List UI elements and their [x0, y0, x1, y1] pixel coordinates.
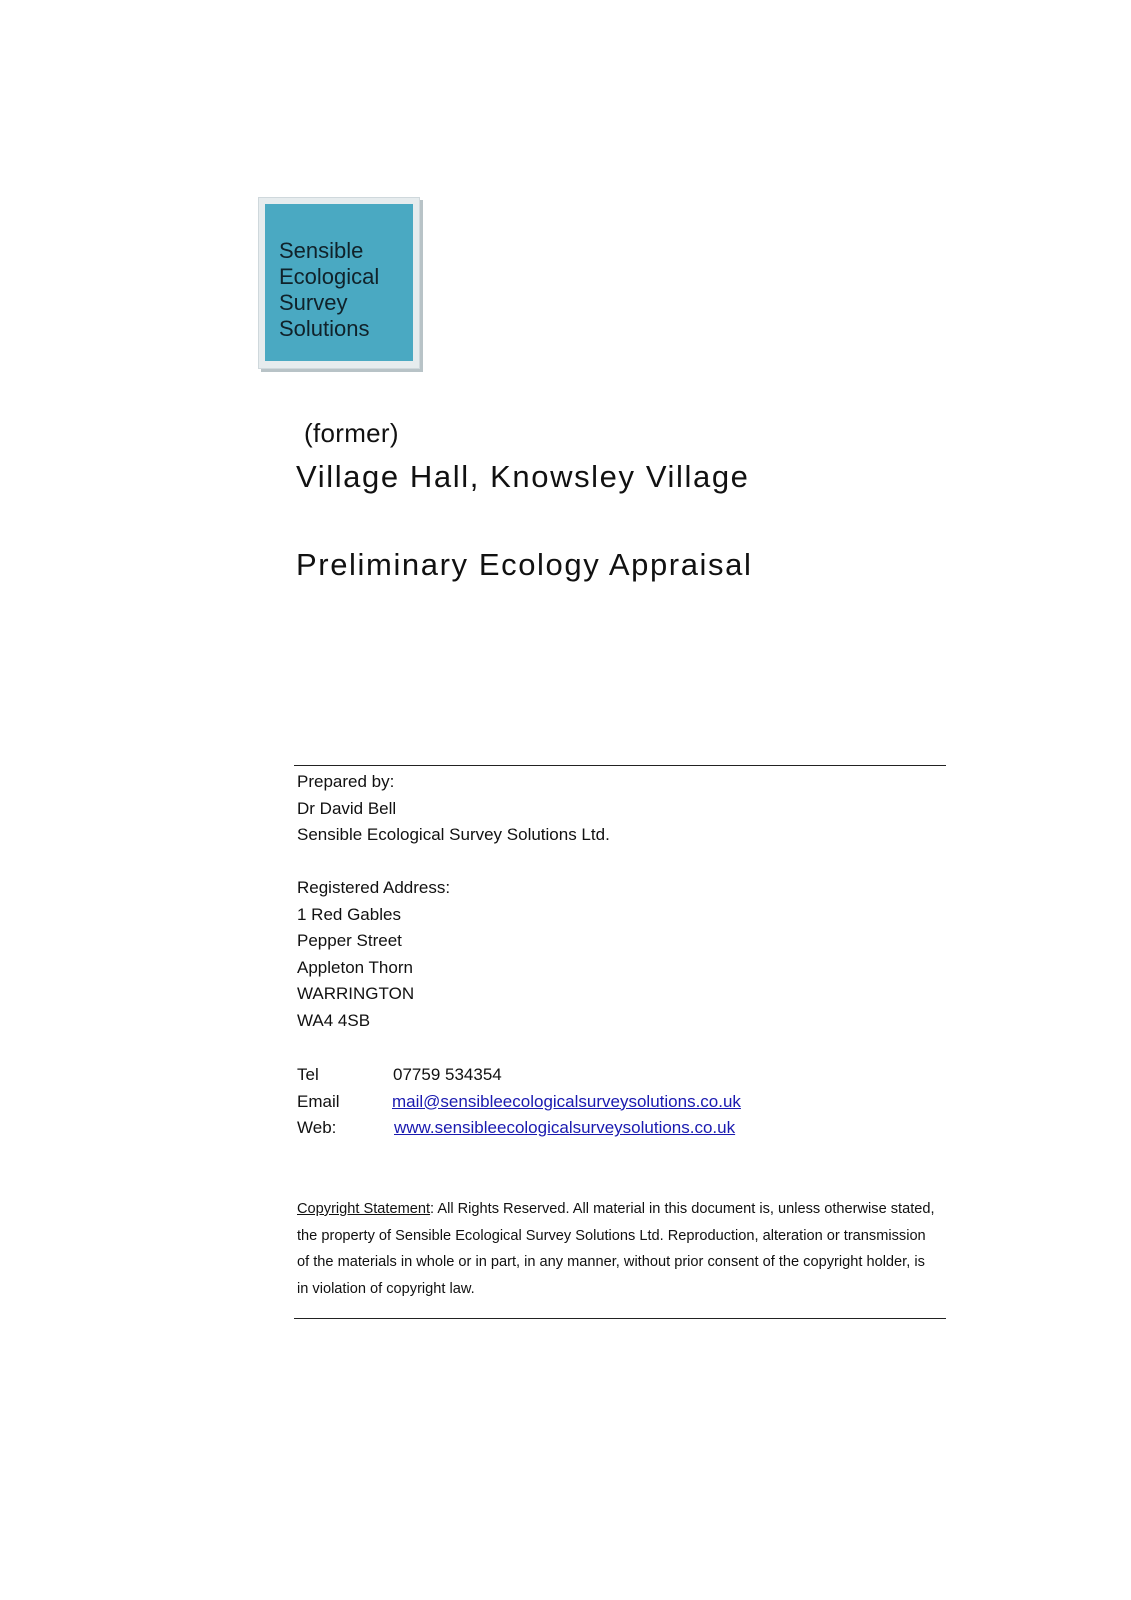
- address-label: Registered Address:: [297, 878, 451, 897]
- address-line: WA4 4SB: [297, 1010, 371, 1030]
- email-label: Email: [297, 1091, 340, 1111]
- logo-line: Ecological: [279, 264, 380, 289]
- logo-line: Survey: [279, 290, 348, 315]
- logo-text: [279, 238, 379, 342]
- tel-label: Tel: [297, 1065, 319, 1084]
- address-line: Pepper Street: [297, 931, 402, 951]
- page-subtitle: Preliminary Ecology Appraisal: [296, 547, 753, 582]
- author-name: Dr David Bell: [297, 798, 397, 818]
- email-link[interactable]: mail@sensibleecologicalsurveysolutions.co.uk: [392, 1091, 741, 1111]
- address-line: 1 Red Gables: [297, 904, 401, 924]
- company-name: Sensible Ecological Survey Solutions Ltd.: [297, 825, 610, 845]
- page-title: Village Hall, Knowsley Village: [296, 459, 750, 494]
- company-logo: [258, 197, 420, 369]
- logo-line: Sensible: [279, 238, 364, 263]
- title-former: (former): [304, 418, 399, 448]
- address-block: [297, 875, 450, 1035]
- tel-value: 07759 534354: [393, 1065, 502, 1084]
- copyright-heading: Copyright Statement: [297, 1201, 431, 1217]
- copyright-statement: [297, 1196, 937, 1302]
- logo-box: [265, 204, 413, 361]
- address-line: WARRINGTON: [297, 984, 415, 1004]
- top-divider: [294, 765, 946, 766]
- web-label: Web:: [297, 1118, 337, 1138]
- bottom-divider: [294, 1318, 946, 1319]
- address-line: Appleton Thorn: [297, 957, 413, 977]
- logo-line: Solutions: [279, 316, 370, 341]
- copyright-text: : All Rights Reserved. All material in this document is, unless otherwise stated, the property of Sensible Ecological Survey Solutions Ltd. Reproduction, alteration or transmission of the materials in whole or in part, in any manner, without prior consent of the copyright holder, is in violation of copyright law.: [297, 1201, 935, 1297]
- prepared-by-block: [297, 769, 610, 849]
- prepared-by-label: Prepared by:: [297, 772, 395, 791]
- web-link[interactable]: www.sensibleecologicalsurveysolutions.co.uk: [394, 1118, 736, 1138]
